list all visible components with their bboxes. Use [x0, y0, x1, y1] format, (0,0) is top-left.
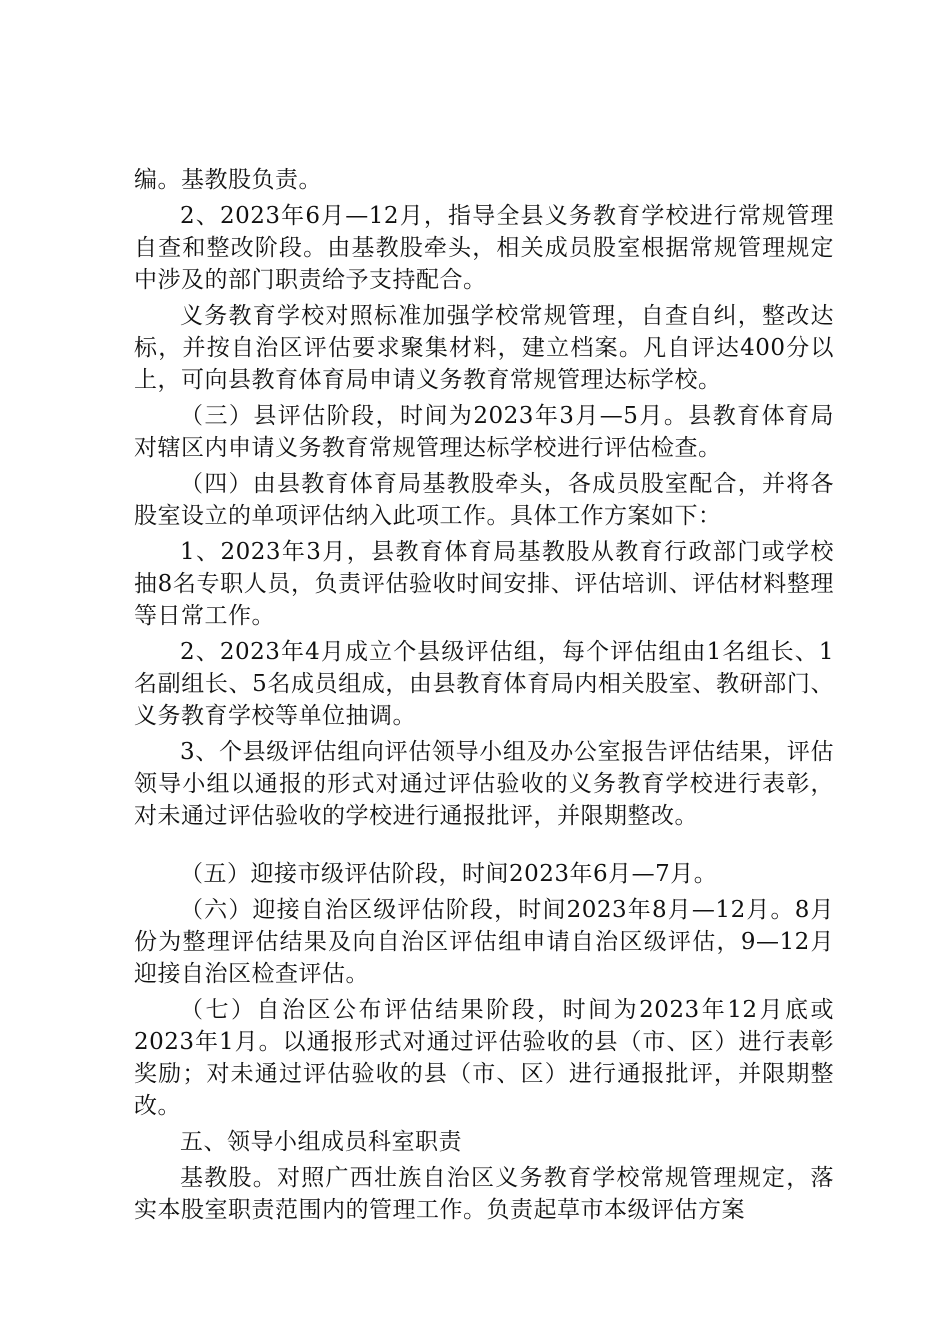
paragraph-work-plan-intro: （四）由县教育体育局基教股牵头，各成员股室配合，并将各股室设立的单项评估纳入此项工作。具体工作方案如下： [134, 471, 834, 529]
paragraph-region-evaluation-stage: （六）迎接自治区级评估阶段，时间2023年8月—12月。8月份为整理评估结果及向自治区评估组申请自治区级评估，9—12月迎接自治区检查评估。 [134, 897, 834, 987]
section-heading-responsibilities: 五、领导小组成员科室职责 [180, 1129, 462, 1155]
paragraph-city-evaluation-stage: （五）迎接市级评估阶段，时间2023年6月—7月。 [180, 861, 718, 887]
paragraph-continuation: 编。基教股负责。 [134, 167, 322, 193]
paragraph-item-2-self-check: 2、2023年6月—12月，指导全县义务教育学校进行常规管理自查和整改阶段。由基教股牵头，相关成员股室根据常规管理规定中涉及的部门职责给予支持配合。 [134, 203, 834, 293]
document-body [134, 164, 834, 1230]
paragraph-plan-item-1: 1、2023年3月，县教育体育局基教股从教育行政部门或学校抽8名专职人员，负责评估验收时间安排、评估培训、评估材料整理等日常工作。 [134, 539, 834, 629]
paragraph-results-announcement-stage: （七）自治区公布评估结果阶段，时间为2023年12月底或2023年1月。以通报形式对通过评估验收的县（市、区）进行表彰奖励；对未通过评估验收的县（市、区）进行通报批评，并限期整改。 [134, 997, 834, 1119]
paragraph-plan-item-2: 2、2023年4月成立个县级评估组，每个评估组由1名组长、1名副组长、5名成员组成，由县教育体育局内相关股室、教研部门、义务教育学校等单位抽调。 [134, 639, 834, 729]
paragraph-school-standards: 义务教育学校对照标准加强学校常规管理，自查自纠，整改达标，并按自治区评估要求聚集材料，建立档案。凡自评达400分以上，可向县教育体育局申请义务教育常规管理达标学校。 [134, 303, 834, 393]
paragraph-county-evaluation-stage: （三）县评估阶段，时间为2023年3月—5月。县教育体育局对辖区内申请义务教育常规管理达标学校进行评估检查。 [134, 403, 834, 461]
paragraph-basic-education-section: 基教股。对照广西壮族自治区义务教育学校常规管理规定，落实本股室职责范围内的管理工作。负责起草市本级评估方案 [134, 1165, 834, 1223]
paragraph-plan-item-3: 3、个县级评估组向评估领导小组及办公室报告评估结果，评估领导小组以通报的形式对通过评估验收的义务教育学校进行表彰，对未通过评估验收的学校进行通报批评，并限期整改。 [134, 739, 834, 829]
